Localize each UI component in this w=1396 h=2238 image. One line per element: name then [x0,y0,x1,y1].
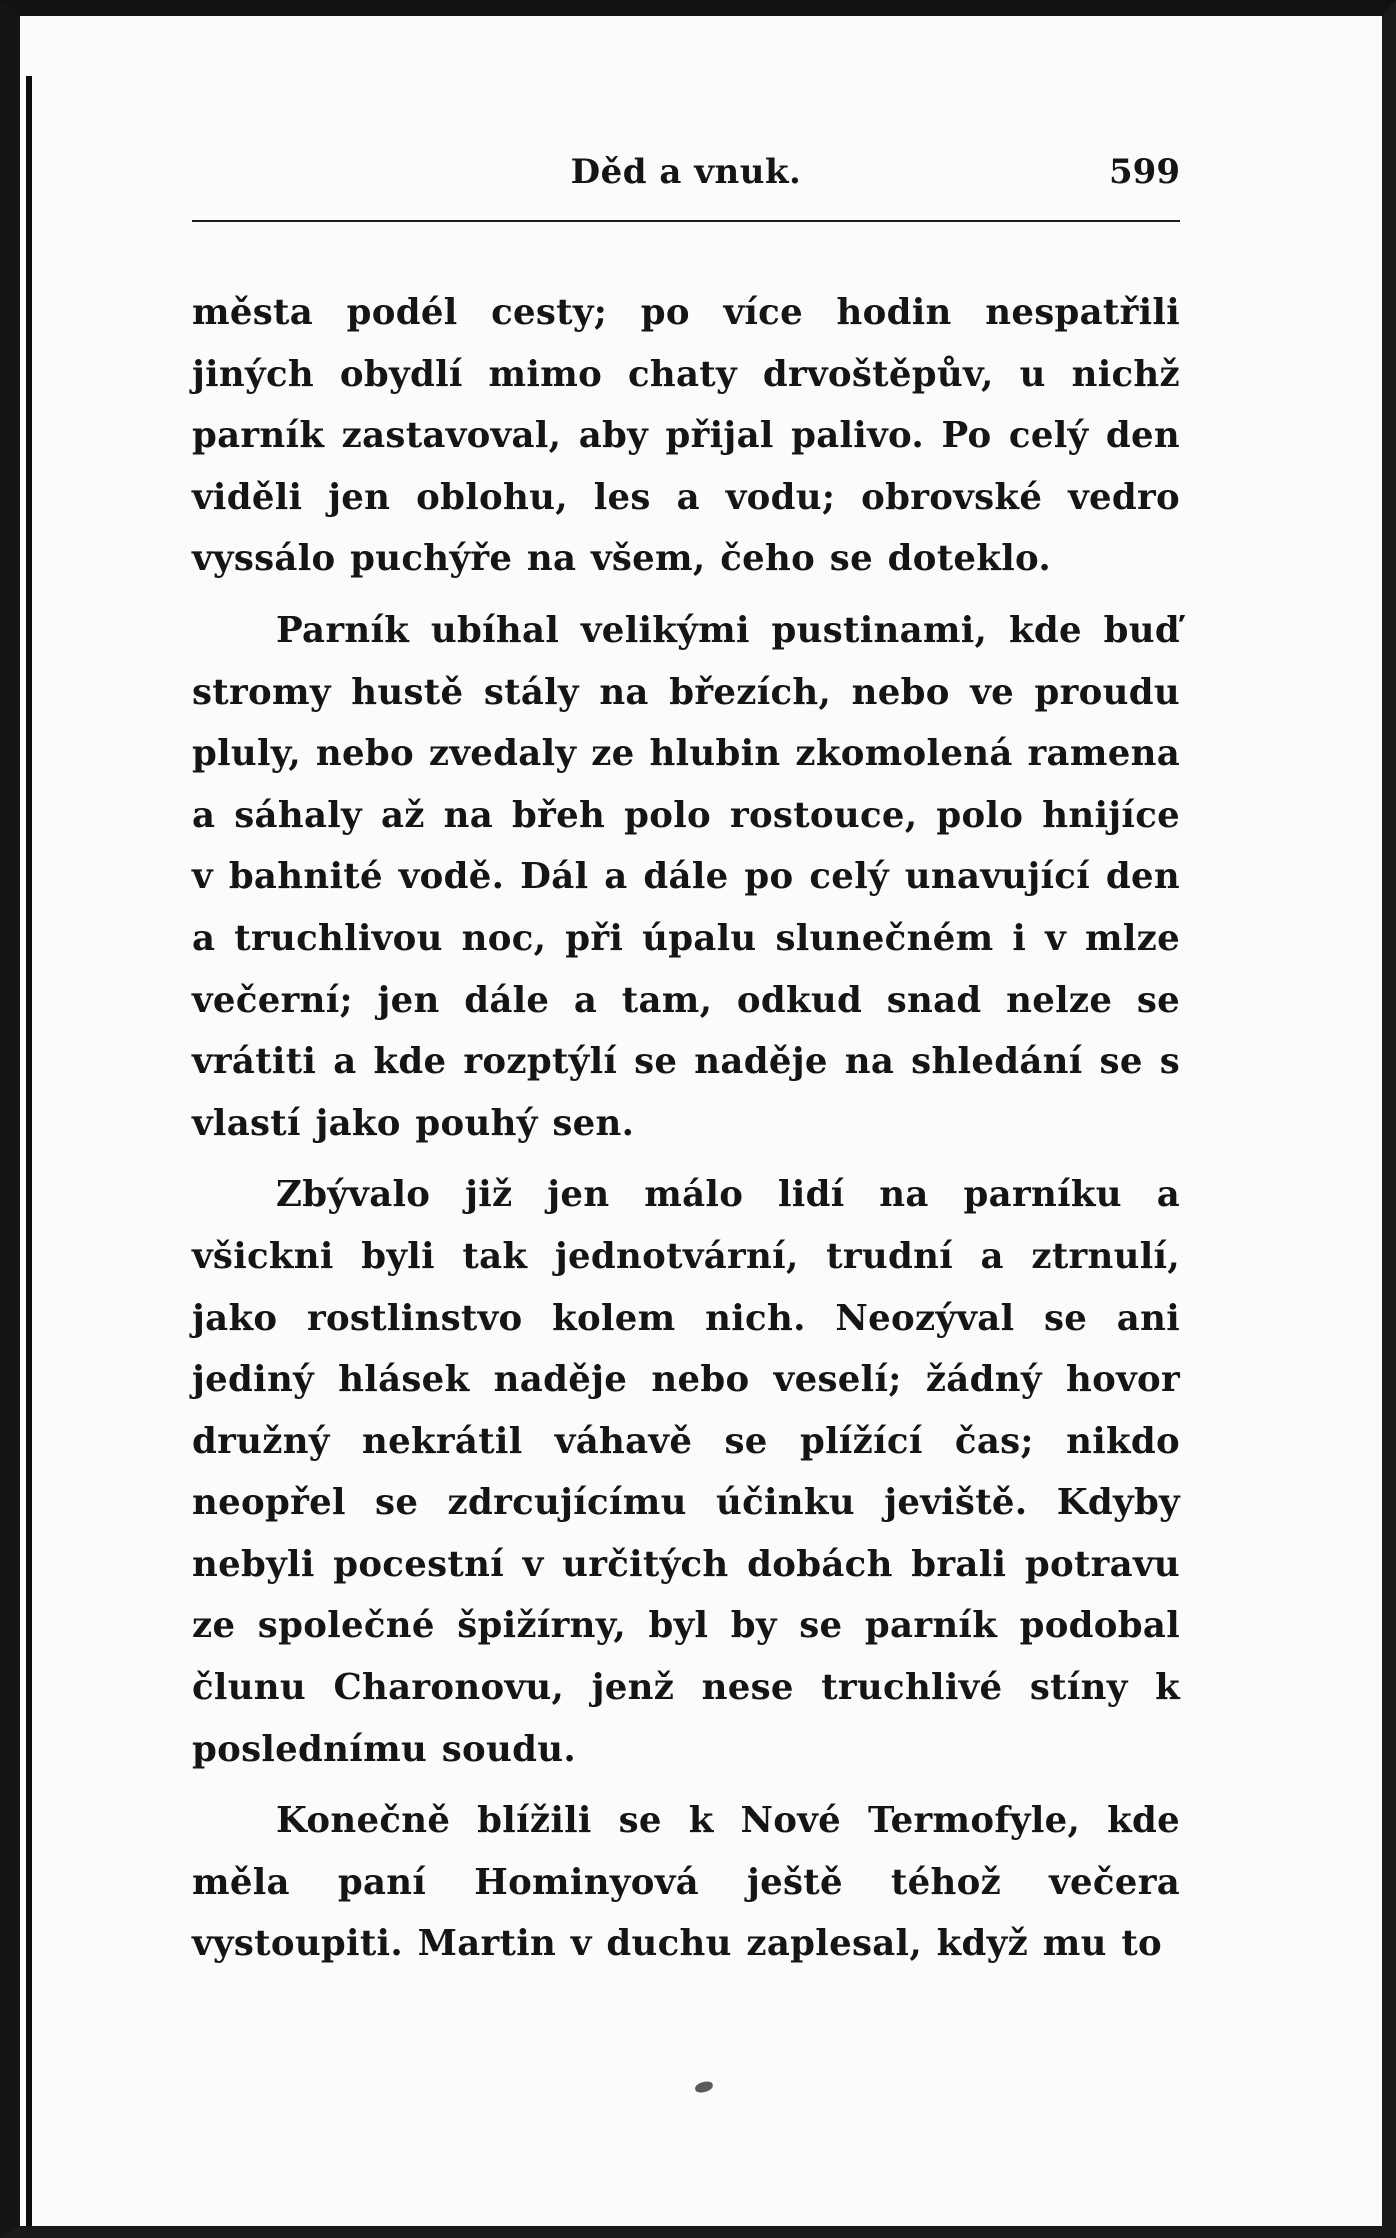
paragraph: Parník ubíhal velikými pustinami, kde buď stromy hustě stály na březích, nebo ve proudu pluly, nebo zvedaly ze hlubin zkomolená ramena a sáhaly až na břeh polo rostouce, polo hnijíce v bahnité vodě. Dál a dále po celý unavující den a truchlivou noc, při úpalu slunečném i v mlze večerní; jen dále a tam, odkud snad nelze se vrátiti a kde rozptýlí se naděje na shledání se s vlastí jako pouhý sen. [192,609,1180,1144]
paragraph: města podél cesty; po více hodin nespatřili jiných obydlí mimo chaty drvoštěpův, u nichž parník zastavoval, aby přijal palivo. Po celý den viděli jen oblohu, les a vodu; obrovské vedro vyssálo puchýře na všem, čeho se doteklo. [192,292,1180,580]
body-text [192,282,1180,1975]
binding-edge [26,76,32,2226]
page-number: 599 [1109,152,1180,192]
book-page [192,150,1180,1975]
running-title: Děd a vnuk. [570,152,802,192]
paragraph: Zbývalo již jen málo lidí na parníku a všickni byli tak jednotvární, trudní a ztrnulí, jako rostlinstvo kolem nich. Neozýval se ani jediný hlásek naděje nebo veselí; žádný hovor družný nekrátil váhavě se plížící čas; nikdo neopřel se zdrcujícímu účinku jeviště. Kdyby nebyli pocestní v určitých dobách brali potravu ze společné špižírny, byl by se parník podobal člunu Charonovu, jenž nese truchlivé stíny k poslednímu soudu. [192,1174,1180,1770]
running-head [192,150,1180,210]
paragraph: Konečně blížili se k Nové Termofyle, kde měla paní Hominyová ještě téhož večera vystoupiti. Martin v duchu zaplesal, když mu to [192,1800,1180,1965]
header-rule [192,220,1180,222]
